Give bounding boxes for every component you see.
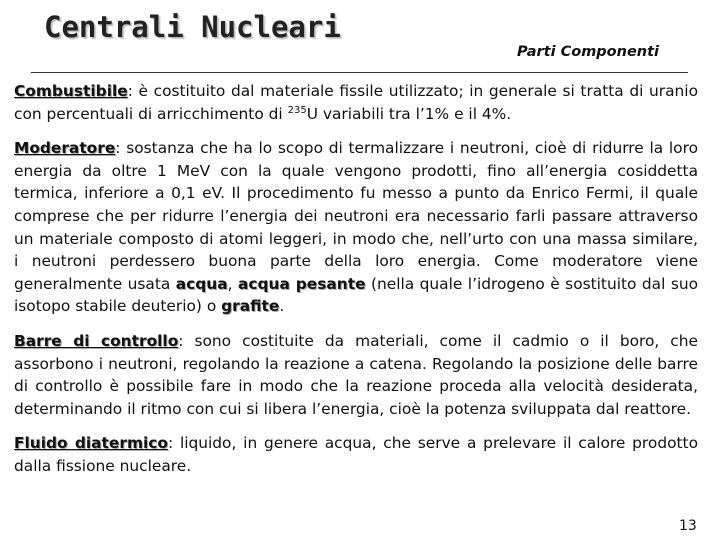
title-divider [31, 72, 688, 73]
term-moderatore: Moderatore [14, 139, 116, 158]
moderatore-text-3: . [279, 297, 285, 316]
slide-body [14, 80, 698, 490]
barre-text: : sono costituite da materiali, come il cadmio o il boro, che assorbono i neutroni, regolando la reazione a catena. Regolando la posizione delle barre di controllo è possibile fare in modo che la reazione proceda alla velocità desiderata, determinando il ritmo con cui si libera l’energia, cioè la potenza sviluppata dal reattore. [14, 331, 698, 418]
paragraph-fluido [14, 432, 698, 477]
moderatore-text-2: (nella quale l’idrogeno è sostituito dal suo isotopo stabile deuterio) o [14, 274, 699, 316]
slide-subtitle: Parti Componenti [517, 44, 660, 60]
moderatore-text-1: : sostanza che ha lo scopo di termalizzare i neutroni, cioè di ridurre la loro energia da oltre 1 MeV con la quale vengono prodotti, fino all’energia cosiddetta termica, inferiore a 0,1 eV. Il procedimento fu messo a punto da Enrico Fermi, il quale comprese che per ridurre l’energia dei neutroni era necessario farli passare attraverso un materiale composto di atomi leggeri, in modo che, nell’urto con una massa similare, i neutroni perdessero buona parte della loro energia. Come moderatore viene generalmente usata [14, 139, 698, 293]
moderator-acqua-pesante: acqua pesante [238, 274, 366, 293]
page-number: 13 [679, 518, 697, 534]
paragraph-moderatore [14, 137, 698, 318]
paragraph-combustibile [14, 80, 698, 125]
combustibile-text-2: U variabili tra l’1% e il 4%. [306, 104, 512, 123]
term-barre-di-controllo: Barre di controllo [14, 331, 179, 350]
isotope-mass-number: 235 [287, 104, 307, 116]
moderator-acqua: acqua [175, 274, 228, 293]
term-fluido-diatermico: Fluido diatermico [14, 434, 168, 453]
combustibile-text-1: : è costituito dal materiale fissile utilizzato; in generale si tratta di uranio con percentuali di arricchimento di [14, 82, 698, 123]
moderatore-separator: , [227, 274, 238, 293]
slide-title: Centrali Nucleari [44, 10, 341, 44]
paragraph-barre [14, 330, 698, 420]
moderator-grafite: grafite [221, 297, 280, 316]
fluido-text: : liquido, in genere acqua, che serve a prelevare il calore prodotto dalla fissione nucleare. [14, 434, 698, 475]
term-combustibile: Combustibile [14, 82, 128, 100]
